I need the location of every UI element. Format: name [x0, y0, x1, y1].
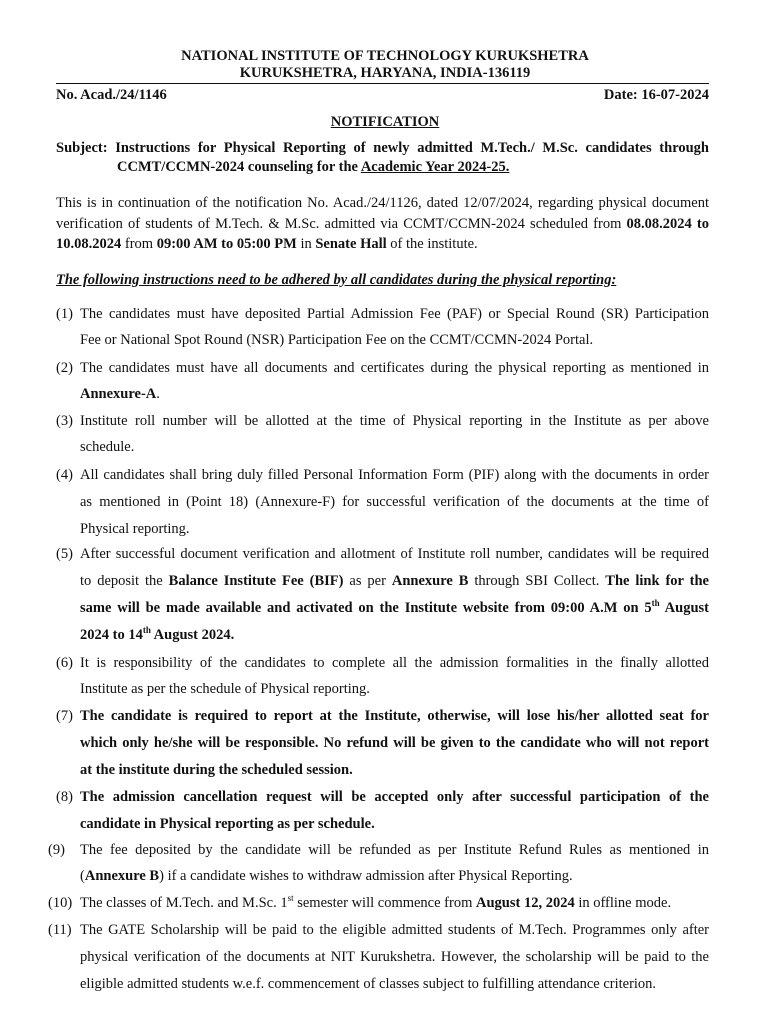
item-line: Institute roll number will be allotted at the time of Physical reporting in the Institute as per above [80, 413, 709, 429]
time-range: 09:00 AM to 05:00 PM [156, 236, 297, 252]
subject-line-1: Subject: Instructions for Physical Reporting of newly admitted M.Tech./ M.Sc. candidates through [56, 140, 709, 156]
venue: Senate Hall [315, 236, 387, 252]
item-line: All candidates shall bring duly filled Personal Information Form (PIF) along with the documents in order [80, 467, 709, 483]
item-number: (3) [56, 413, 73, 429]
item-text: as per [343, 573, 392, 589]
bif-label: Balance Institute Fee (BIF) [168, 573, 344, 589]
header-divider [56, 83, 709, 84]
institute-address: KURUKSHETRA, HARYANA, INDIA-136119 [239, 65, 531, 81]
item-line: The GATE Scholarship will be paid to the eligible admitted students of M.Tech. Programmes only after [80, 922, 709, 938]
item-number: (2) [56, 360, 73, 376]
item-number: (4) [56, 467, 73, 483]
item-line [80, 895, 709, 912]
item-number: (11) [48, 922, 72, 938]
notification-title: NOTIFICATION [330, 114, 440, 130]
annexure-b-ref: Annexure B [84, 868, 160, 884]
item-line: The candidates must have all documents and certificates during the physical reporting as mentioned in [80, 360, 709, 376]
item-line: The candidates must have deposited Partial Admission Fee (PAF) or Special Round (SR) Participation [80, 306, 709, 322]
intro-line-2 [56, 214, 709, 235]
subject-line-2-text: CCMT/CCMN-2024 counseling for the [117, 159, 361, 175]
item-line: It is responsibility of the candidates to complete all the admission formalities in the finally allotted [80, 655, 709, 671]
item-text: semester will commence from [293, 895, 476, 911]
intro-line-1: This is in continuation of the notification No. Acad./24/1126, dated 12/07/2024, regarding physical document [56, 195, 709, 211]
item-line: at the institute during the scheduled session. [80, 762, 353, 778]
item-number: (1) [56, 306, 73, 322]
intro-line-3 [56, 234, 709, 255]
instructions-heading: The following instructions need to be adhered by all candidates during the physical reporting: [56, 272, 617, 288]
instruction-item-5 [56, 546, 709, 646]
item-number: (5) [56, 546, 73, 562]
item-number: (6) [56, 655, 73, 671]
instruction-item-6 [56, 655, 709, 703]
instruction-item-7 [56, 708, 709, 784]
item-bold-text: 2024 to 14 [80, 627, 143, 643]
item-text: . [156, 386, 160, 402]
item-number: (10) [48, 895, 73, 911]
instruction-item-4 [56, 467, 709, 543]
instruction-item-9 [48, 842, 709, 890]
item-text: through SBI Collect. [468, 573, 606, 589]
item-line: candidate in Physical reporting as per schedule. [80, 816, 375, 832]
item-line: The fee deposited by the candidate will be refunded as per Institute Refund Rules as mentioned in [80, 842, 709, 858]
item-line: schedule. [80, 439, 135, 455]
instruction-item-8 [56, 789, 709, 837]
ordinal-suffix: th [142, 625, 151, 636]
item-number: (7) [56, 708, 73, 724]
item-line: Physical reporting. [80, 521, 190, 537]
item-line: After successful document verification and allotment of Institute roll number, candidates will be required [80, 546, 709, 562]
instruction-item-1 [56, 306, 709, 354]
item-text: to deposit the [80, 573, 169, 589]
item-text: in offline mode. [574, 895, 672, 911]
item-line [80, 386, 709, 403]
item-line: Fee or National Spot Round (NSR) Participation Fee on the CCMT/CCMN-2024 Portal. [80, 332, 594, 348]
intro-text: of the institute. [386, 236, 478, 252]
intro-text: verification of students of M.Tech. & M.Sc. admitted via CCMT/CCMN-2024 scheduled from [56, 215, 627, 232]
ordinal-suffix: th [651, 598, 660, 609]
subject-paragraph [56, 139, 709, 177]
item-bold-text: The link for the [605, 573, 709, 589]
item-bold-text: August 2024. [150, 627, 235, 643]
item-text: ( [80, 868, 85, 884]
item-line: which only he/she will be responsible. No refund will be given to the candidate who will not report [80, 735, 709, 751]
annexure-a-ref: Annexure-A [80, 386, 157, 402]
item-bold-text: August [659, 600, 710, 616]
item-line [80, 600, 709, 617]
reference-number: No. Acad./24/1146 [56, 87, 167, 103]
date-range-start: 08.08.2024 to [626, 215, 709, 232]
item-line [80, 868, 709, 885]
item-line: as mentioned in (Point 18) (Annexure-F) for successful verification of the documents at the time of [80, 494, 709, 510]
item-number: (8) [56, 789, 73, 805]
class-start-date: August 12, 2024 [476, 895, 575, 911]
subject-line-2 [56, 158, 709, 177]
instruction-item-10 [48, 893, 709, 917]
instruction-item-11 [48, 922, 709, 998]
item-line [80, 573, 709, 590]
item-number: (9) [48, 842, 65, 858]
intro-text: from [121, 236, 157, 252]
instruction-item-3 [56, 413, 709, 461]
ordinal-suffix: st [287, 893, 294, 904]
item-line [80, 627, 709, 644]
item-line: Institute as per the schedule of Physical reporting. [80, 681, 370, 697]
annexure-b-ref: Annexure B [391, 573, 469, 589]
intro-paragraph [56, 193, 709, 255]
notification-date: Date: 16-07-2024 [603, 87, 709, 103]
item-line: The candidate is required to report at the Institute, otherwise, will lose his/her allotted seat for [80, 708, 709, 724]
item-line: eligible admitted students w.e.f. commencement of classes subject to fulfilling attendance criterion. [80, 976, 657, 992]
item-line: The admission cancellation request will be accepted only after successful participation of the [80, 789, 709, 805]
date-range-end: 10.08.2024 [56, 236, 122, 252]
intro-text: in [296, 236, 316, 252]
item-line: physical verification of the documents at NIT Kurukshetra. However, the scholarship will be paid to the [80, 949, 709, 965]
academic-year: Academic Year 2024-25. [360, 159, 510, 175]
item-text: ) if a candidate wishes to withdraw admission after Physical Reporting. [159, 868, 573, 884]
institute-name: NATIONAL INSTITUTE OF TECHNOLOGY KURUKSHETRA [181, 48, 589, 64]
item-text: The classes of M.Tech. and M.Sc. 1 [80, 895, 288, 911]
instruction-item-2 [56, 360, 709, 408]
item-bold-text: same will be made available and activated on the Institute website from 09:00 A.M on 5 [80, 600, 652, 616]
